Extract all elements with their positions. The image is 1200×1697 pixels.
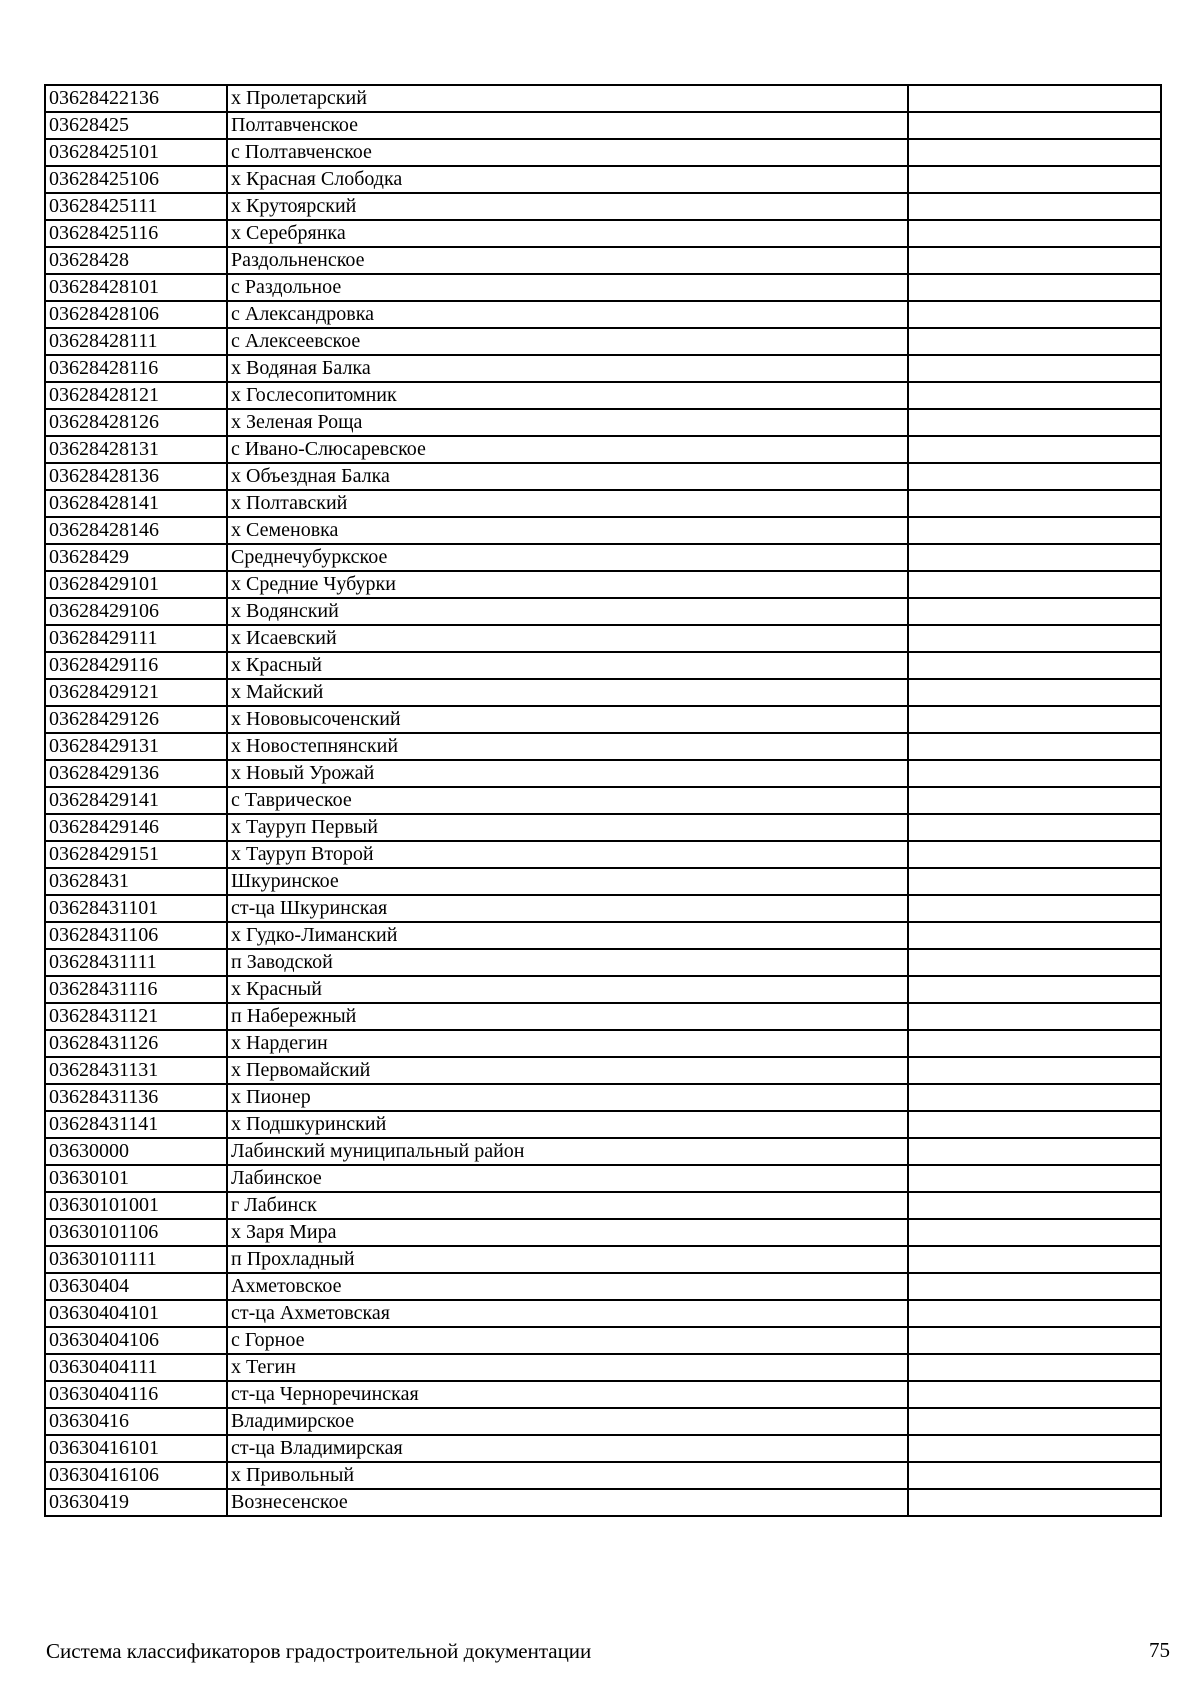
extra-cell — [908, 1273, 1161, 1300]
extra-cell — [908, 706, 1161, 733]
table-row — [45, 706, 1161, 733]
code-cell: 03628428141 — [45, 490, 227, 517]
name-cell: Вознесенское — [227, 1489, 908, 1516]
extra-cell — [908, 409, 1161, 436]
table-row — [45, 1489, 1161, 1516]
table-row — [45, 841, 1161, 868]
extra-cell — [908, 355, 1161, 382]
table-row — [45, 760, 1161, 787]
table-row — [45, 949, 1161, 976]
table-row — [45, 733, 1161, 760]
name-cell: Владимирское — [227, 1408, 908, 1435]
table-row — [45, 1111, 1161, 1138]
code-cell: 03628429126 — [45, 706, 227, 733]
table-row — [45, 247, 1161, 274]
code-cell: 03628429116 — [45, 652, 227, 679]
code-cell: 03628431131 — [45, 1057, 227, 1084]
name-cell: х Заря Мира — [227, 1219, 908, 1246]
table-row — [45, 1165, 1161, 1192]
code-cell: 03628429121 — [45, 679, 227, 706]
name-cell: х Первомайский — [227, 1057, 908, 1084]
name-cell: х Тегин — [227, 1354, 908, 1381]
code-cell: 03628425106 — [45, 166, 227, 193]
code-cell: 03628431141 — [45, 1111, 227, 1138]
code-cell: 03630404101 — [45, 1300, 227, 1327]
code-cell: 03630416101 — [45, 1435, 227, 1462]
table-row — [45, 625, 1161, 652]
code-cell: 03628431136 — [45, 1084, 227, 1111]
extra-cell — [908, 193, 1161, 220]
code-cell: 03628425 — [45, 112, 227, 139]
name-cell: х Нововысоченский — [227, 706, 908, 733]
table-row — [45, 1435, 1161, 1462]
extra-cell — [908, 571, 1161, 598]
extra-cell — [908, 274, 1161, 301]
name-cell: х Семеновка — [227, 517, 908, 544]
extra-cell — [908, 1246, 1161, 1273]
code-cell: 03628431106 — [45, 922, 227, 949]
extra-cell — [908, 490, 1161, 517]
extra-cell — [908, 760, 1161, 787]
name-cell: х Крутоярский — [227, 193, 908, 220]
name-cell: с Александровка — [227, 301, 908, 328]
name-cell: х Серебрянка — [227, 220, 908, 247]
code-cell: 03628429111 — [45, 625, 227, 652]
table-row — [45, 1192, 1161, 1219]
code-cell: 03628431126 — [45, 1030, 227, 1057]
extra-cell — [908, 922, 1161, 949]
name-cell: Полтавченское — [227, 112, 908, 139]
extra-cell — [908, 652, 1161, 679]
code-cell: 03630101 — [45, 1165, 227, 1192]
extra-cell — [908, 679, 1161, 706]
code-cell: 03630101001 — [45, 1192, 227, 1219]
code-cell: 03630404 — [45, 1273, 227, 1300]
name-cell: х Красный — [227, 976, 908, 1003]
name-cell: х Майский — [227, 679, 908, 706]
name-cell: п Заводской — [227, 949, 908, 976]
code-cell: 03630000 — [45, 1138, 227, 1165]
name-cell: х Водяная Балка — [227, 355, 908, 382]
code-cell: 03628428136 — [45, 463, 227, 490]
name-cell: с Ивано-Слюсаревское — [227, 436, 908, 463]
table-row — [45, 1057, 1161, 1084]
code-cell: 03628428 — [45, 247, 227, 274]
footer-title: Система классификаторов градостроительной документации — [46, 1639, 592, 1663]
table-row — [45, 328, 1161, 355]
name-cell: х Объездная Балка — [227, 463, 908, 490]
name-cell: ст-ца Черноречинская — [227, 1381, 908, 1408]
extra-cell — [908, 976, 1161, 1003]
name-cell: с Таврическое — [227, 787, 908, 814]
table-row — [45, 922, 1161, 949]
table-row — [45, 1381, 1161, 1408]
table-row — [45, 1327, 1161, 1354]
table-row — [45, 1462, 1161, 1489]
table-row — [45, 490, 1161, 517]
extra-cell — [908, 1057, 1161, 1084]
code-cell: 03628429131 — [45, 733, 227, 760]
code-cell: 03628429146 — [45, 814, 227, 841]
code-cell: 03628425111 — [45, 193, 227, 220]
table-row — [45, 274, 1161, 301]
extra-cell — [908, 139, 1161, 166]
extra-cell — [908, 625, 1161, 652]
name-cell: х Привольный — [227, 1462, 908, 1489]
classifier-table — [44, 84, 1162, 1517]
extra-cell — [908, 733, 1161, 760]
code-cell: 03628428101 — [45, 274, 227, 301]
name-cell: с Полтавченское — [227, 139, 908, 166]
name-cell: х Гудко-Лиманский — [227, 922, 908, 949]
extra-cell — [908, 436, 1161, 463]
code-cell: 03628431101 — [45, 895, 227, 922]
name-cell: п Прохладный — [227, 1246, 908, 1273]
extra-cell — [908, 463, 1161, 490]
table-row — [45, 139, 1161, 166]
extra-cell — [908, 1030, 1161, 1057]
extra-cell — [908, 301, 1161, 328]
extra-cell — [908, 1408, 1161, 1435]
extra-cell — [908, 1138, 1161, 1165]
name-cell: х Тауруп Второй — [227, 841, 908, 868]
code-cell: 03630419 — [45, 1489, 227, 1516]
table-row — [45, 301, 1161, 328]
code-cell: 03628428106 — [45, 301, 227, 328]
extra-cell — [908, 1381, 1161, 1408]
table-row — [45, 409, 1161, 436]
extra-cell — [908, 598, 1161, 625]
table-row — [45, 517, 1161, 544]
table-row — [45, 787, 1161, 814]
table-row — [45, 1138, 1161, 1165]
extra-cell — [908, 787, 1161, 814]
name-cell: х Новый Урожай — [227, 760, 908, 787]
extra-cell — [908, 949, 1161, 976]
table-row — [45, 1273, 1161, 1300]
code-cell: 03628428121 — [45, 382, 227, 409]
table-row — [45, 355, 1161, 382]
name-cell: х Красный — [227, 652, 908, 679]
extra-cell — [908, 328, 1161, 355]
extra-cell — [908, 1327, 1161, 1354]
table-row — [45, 436, 1161, 463]
code-cell: 03628431116 — [45, 976, 227, 1003]
name-cell: х Подшкуринский — [227, 1111, 908, 1138]
table-row — [45, 571, 1161, 598]
code-cell: 03628429151 — [45, 841, 227, 868]
extra-cell — [908, 1165, 1161, 1192]
name-cell: Раздольненское — [227, 247, 908, 274]
extra-cell — [908, 112, 1161, 139]
name-cell: х Красная Слободка — [227, 166, 908, 193]
code-cell: 03628428146 — [45, 517, 227, 544]
table-body — [45, 85, 1161, 1516]
table-row — [45, 868, 1161, 895]
code-cell: 03630404106 — [45, 1327, 227, 1354]
name-cell: г Лабинск — [227, 1192, 908, 1219]
code-cell: 03628429 — [45, 544, 227, 571]
name-cell: х Нардегин — [227, 1030, 908, 1057]
code-cell: 03628425116 — [45, 220, 227, 247]
code-cell: 03628429106 — [45, 598, 227, 625]
table-row — [45, 112, 1161, 139]
name-cell: ст-ца Шкуринская — [227, 895, 908, 922]
code-cell: 03628428126 — [45, 409, 227, 436]
extra-cell — [908, 1354, 1161, 1381]
table-row — [45, 1219, 1161, 1246]
extra-cell — [908, 544, 1161, 571]
name-cell: х Тауруп Первый — [227, 814, 908, 841]
table-row — [45, 193, 1161, 220]
name-cell: с Алексеевское — [227, 328, 908, 355]
code-cell: 03628431111 — [45, 949, 227, 976]
name-cell: Шкуринское — [227, 868, 908, 895]
name-cell: ст-ца Ахметовская — [227, 1300, 908, 1327]
name-cell: с Раздольное — [227, 274, 908, 301]
code-cell: 03630416 — [45, 1408, 227, 1435]
extra-cell — [908, 1192, 1161, 1219]
table-row — [45, 679, 1161, 706]
name-cell: х Гослесопитомник — [227, 382, 908, 409]
table-row — [45, 382, 1161, 409]
extra-cell — [908, 895, 1161, 922]
code-cell: 03630404111 — [45, 1354, 227, 1381]
code-cell: 03628428111 — [45, 328, 227, 355]
extra-cell — [908, 382, 1161, 409]
code-cell: 03630416106 — [45, 1462, 227, 1489]
table-row — [45, 652, 1161, 679]
code-cell: 03628431 — [45, 868, 227, 895]
name-cell: п Набережный — [227, 1003, 908, 1030]
code-cell: 03628429141 — [45, 787, 227, 814]
name-cell: х Пионер — [227, 1084, 908, 1111]
table-row — [45, 1408, 1161, 1435]
extra-cell — [908, 868, 1161, 895]
code-cell: 03628428131 — [45, 436, 227, 463]
code-cell: 03628428116 — [45, 355, 227, 382]
page-number: 75 — [1149, 1638, 1170, 1662]
name-cell: х Водянский — [227, 598, 908, 625]
extra-cell — [908, 85, 1161, 112]
extra-cell — [908, 220, 1161, 247]
extra-cell — [908, 1489, 1161, 1516]
extra-cell — [908, 1435, 1161, 1462]
name-cell: ст-ца Владимирская — [227, 1435, 908, 1462]
name-cell: х Зеленая Роща — [227, 409, 908, 436]
extra-cell — [908, 166, 1161, 193]
extra-cell — [908, 814, 1161, 841]
code-cell: 03628431121 — [45, 1003, 227, 1030]
table-row — [45, 976, 1161, 1003]
table-row — [45, 1084, 1161, 1111]
table-row — [45, 220, 1161, 247]
table-row — [45, 1246, 1161, 1273]
table-row — [45, 895, 1161, 922]
name-cell: х Средние Чубурки — [227, 571, 908, 598]
extra-cell — [908, 1111, 1161, 1138]
code-cell: 03630101106 — [45, 1219, 227, 1246]
table-row — [45, 85, 1161, 112]
code-cell: 03630404116 — [45, 1381, 227, 1408]
name-cell: Среднечубуркское — [227, 544, 908, 571]
table-row — [45, 544, 1161, 571]
extra-cell — [908, 1084, 1161, 1111]
extra-cell — [908, 1219, 1161, 1246]
name-cell: х Новостепнянский — [227, 733, 908, 760]
extra-cell — [908, 1300, 1161, 1327]
table-row — [45, 1003, 1161, 1030]
extra-cell — [908, 517, 1161, 544]
name-cell: Лабинское — [227, 1165, 908, 1192]
code-cell: 03628422136 — [45, 85, 227, 112]
extra-cell — [908, 1003, 1161, 1030]
code-cell: 03628425101 — [45, 139, 227, 166]
name-cell: Лабинский муниципальный район — [227, 1138, 908, 1165]
name-cell: х Исаевский — [227, 625, 908, 652]
extra-cell — [908, 841, 1161, 868]
table-row — [45, 814, 1161, 841]
table-row — [45, 463, 1161, 490]
table-row — [45, 1300, 1161, 1327]
name-cell: Ахметовское — [227, 1273, 908, 1300]
code-cell: 03628429101 — [45, 571, 227, 598]
code-cell: 03628429136 — [45, 760, 227, 787]
extra-cell — [908, 247, 1161, 274]
table-row — [45, 1354, 1161, 1381]
code-cell: 03630101111 — [45, 1246, 227, 1273]
table-row — [45, 166, 1161, 193]
name-cell: х Полтавский — [227, 490, 908, 517]
table-row — [45, 598, 1161, 625]
name-cell: с Горное — [227, 1327, 908, 1354]
extra-cell — [908, 1462, 1161, 1489]
table-row — [45, 1030, 1161, 1057]
name-cell: х Пролетарский — [227, 85, 908, 112]
